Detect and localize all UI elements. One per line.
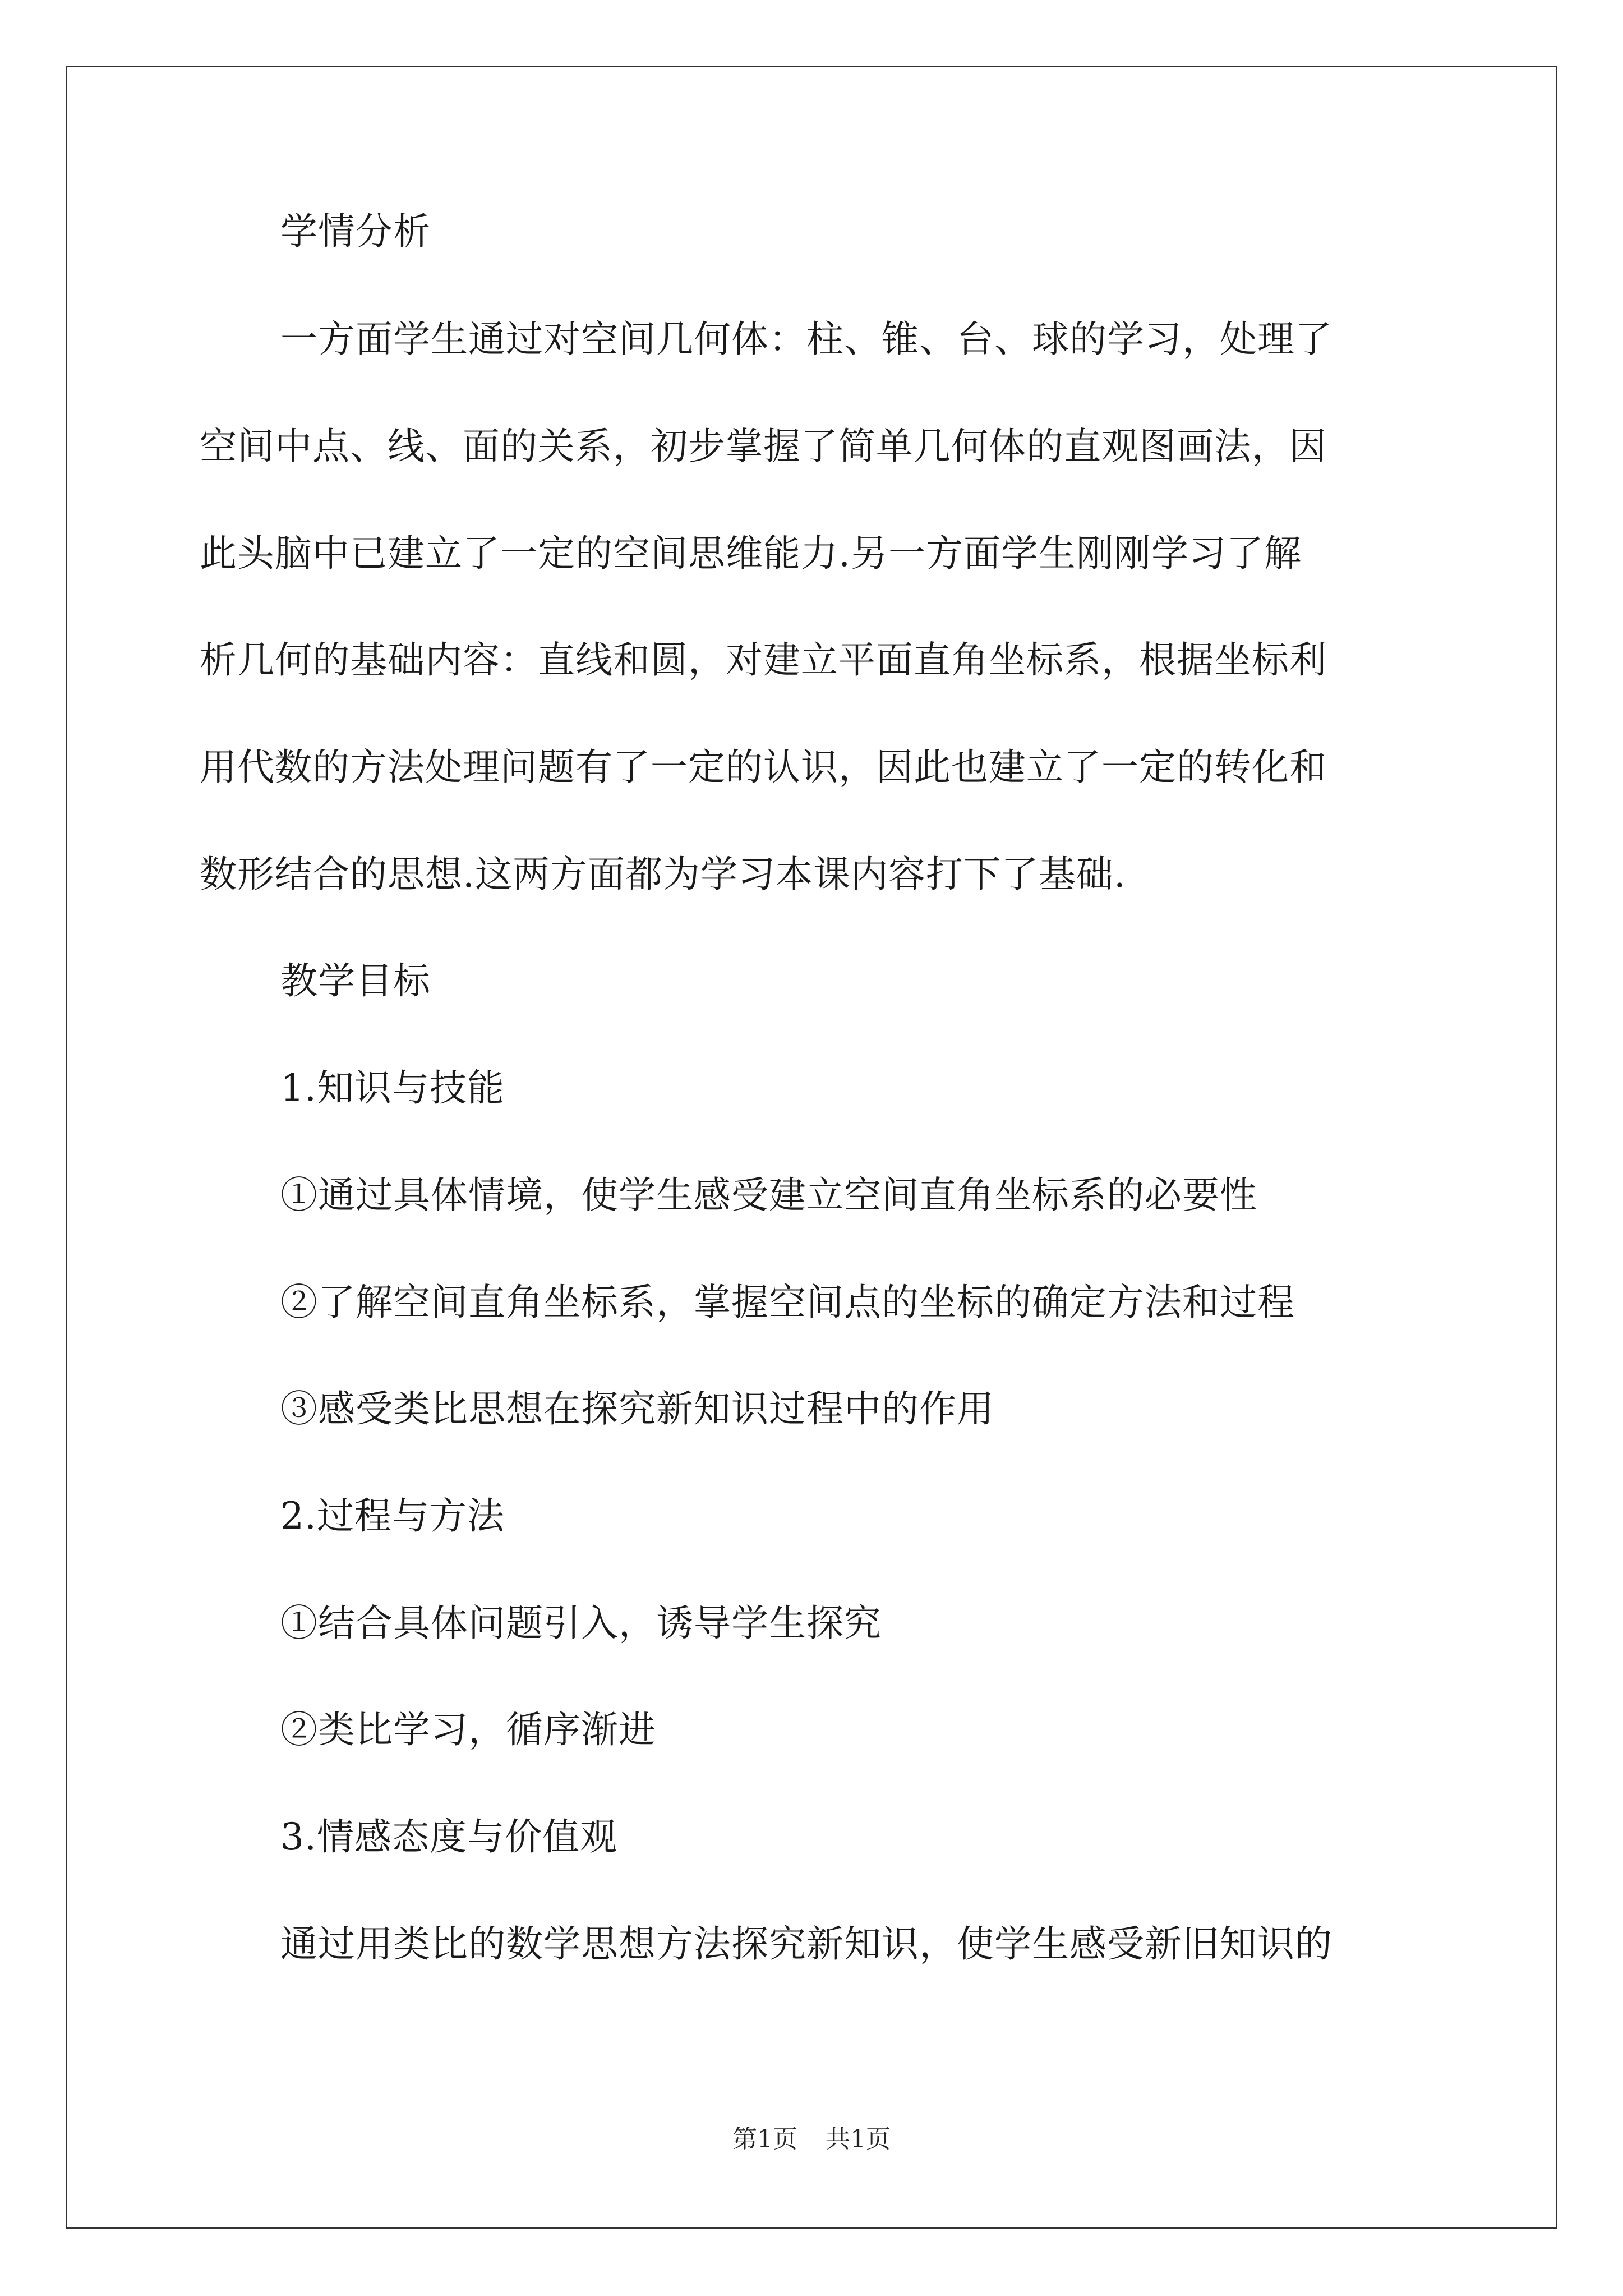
paragraph-line: 析几何的基础内容：直线和圆，对建立平面直角坐标系，根据坐标利 <box>200 638 1327 682</box>
page-footer <box>0 2127 1623 2152</box>
paragraph-line: 此头脑中已建立了一定的空间思维能力.另一方面学生刚刚学习了解 <box>200 532 1302 575</box>
heading-teaching-objectives: 教学目标 <box>280 959 431 1002</box>
objective-subheading: 2.过程与方法 <box>280 1494 505 1538</box>
objective-item: ②了解空间直角坐标系，掌握空间点的坐标的确定方法和过程 <box>280 1281 1295 1324</box>
paragraph-line: 用代数的方法处理问题有了一定的认识，因此也建立了一定的转化和 <box>200 746 1327 789</box>
page-number-total: 共1页 <box>826 2125 891 2154</box>
objective-subheading: 3.情感态度与价值观 <box>280 1815 617 1858</box>
objective-item: 通过用类比的数学思想方法探究新知识，使学生感受新旧知识的 <box>280 1922 1332 1966</box>
paragraph-line: 一方面学生通过对空间几何体：柱、锥、台、球的学习，处理了 <box>280 318 1332 361</box>
objective-item: ①通过具体情境，使学生感受建立空间直角坐标系的必要性 <box>280 1174 1257 1217</box>
objective-item: ③感受类比思想在探究新知识过程中的作用 <box>280 1387 994 1430</box>
objective-item: ①结合具体问题引入，诱导学生探究 <box>280 1602 882 1645</box>
objective-subheading: 1.知识与技能 <box>280 1066 505 1110</box>
page-number-current: 第1页 <box>732 2125 797 2154</box>
paragraph-line: 数形结合的思想.这两方面都为学习本课内容打下了基础. <box>200 853 1126 896</box>
heading-student-analysis: 学情分析 <box>280 210 431 253</box>
paragraph-line: 空间中点、线、面的关系，初步掌握了简单几何体的直观图画法，因 <box>200 425 1327 468</box>
objective-item: ②类比学习，循序渐进 <box>280 1708 656 1751</box>
page-border <box>66 66 1557 2229</box>
